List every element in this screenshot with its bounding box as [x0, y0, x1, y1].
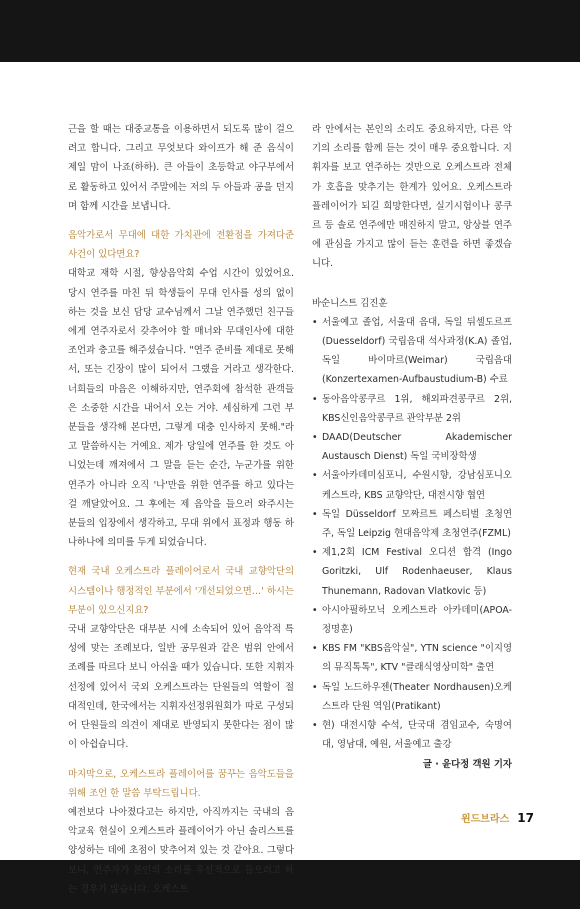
paragraph: 근을 할 때는 대중교통을 이용하면서 되도록 많이 걸으려고 합니다. 그리고 무엇보다 와이프가 해 준 음식이 제일 맘이 나죠(하하). 큰 아들이 초등학교 야구부에서로 활동하고 있어서 주말에는 저의 두 아들과 공을 던지며 함께 시간을 보냅니다. [68, 124, 294, 212]
list-item: • 독일 Düsseldorf 모짜르트 페스티벌 초청연주, 독일 Leipzig 현대음악제 초청연주(FZML) [312, 505, 512, 543]
right-column [312, 120, 512, 774]
list-item: • DAAD(Deutscher Akademischer Austausch Dienst) 독일 국비장학생 [312, 428, 512, 466]
list-item: • KBS FM "KBS음악실", YTN science "이지영의 뮤직톡톡", KTV "클래식영상미학" 출연 [312, 639, 512, 677]
interview-question: 마지막으로, 오케스트라 플레이어를 꿈꾸는 음악도들을 위해 조언 한 말씀 부탁드립니다. [68, 768, 294, 799]
credentials-list [312, 313, 512, 755]
list-item: • 아시아필하모닉 오케스트라 아카데미(APOA-정명훈) [312, 601, 512, 639]
interview-question: 음악가로서 무대에 대한 가치관에 전환점을 가져다준 사건이 있다면요? [68, 230, 294, 261]
paragraph: 예전보다 나아졌다고는 하지만, 아직까지는 국내의 음악교육 현실이 오케스트라 플레이어가 아닌 솔리스트를 양성하는 데에 초점이 맞추어져 있는 것 같아요. 그렇다 보니, 연주자가 본인의 소리를 우선적으로 들으려고 하는 경우가 많습니다. 오케스트 [68, 806, 294, 895]
list-item: • 제1,2회 ICM Festival 오디션 합격 (Ingo Goritzki, Ulf Rodenhaeuser, Klaus Thunemann, Radovan Vlatkovic 등) [312, 543, 512, 601]
profile-title: 바순니스트 김진훈 [312, 297, 388, 309]
magazine-name: 윈드브라스 [460, 814, 510, 825]
list-item: • 동아음악콩쿠르 1위, 해외파견콩쿠르 2위, KBS신인음악콩쿠르 관악부분 2위 [312, 390, 512, 428]
list-item: • 현) 대전시향 수석, 단국대 겸임교수, 숙명여대, 영남대, 예원, 서울예고 출강 [312, 716, 512, 754]
page-footer [461, 810, 534, 825]
page-number: 17 [517, 810, 534, 825]
author-byline: 글 · 윤다정 객원 기자 [422, 758, 512, 770]
interview-question: 현재 국내 오케스트라 플레이어로서 국내 교향악단의 시스템이나 행정적인 부분에서 '개선되었으면…' 하시는 부분이 있으신지요? [68, 566, 294, 616]
magazine-page [0, 62, 580, 895]
left-column [68, 120, 294, 899]
list-item: • 서울예고 졸업, 서울대 음대, 독일 뒤셀도르프(Duesseldorf) 국립음대 석사과정(K.A) 졸업, 독일 바이마르(Weimar) 국립음대(Konzertexamen-Aufbaustudium-B) 수료 [312, 313, 512, 390]
paragraph: 대학교 재학 시절, 향상음악회 수업 시간이 있었어요. 당시 연주를 마친 뒤 학생들이 무대 인사를 성의 없이 하는 것을 보신 담당 교수님께서 그날 연주했던 친구들에게 연주자로서 갖추어야 할 매너와 무대인사에 대한 조언과 충고를 해주셨습니다. "연주 준비를 제대로 못해서, 또는 긴장이 많이 되어서 그랬을 거라고 생각한다. 너희들의 마음은 이해하지만, 연주회에 참석한 관객들은 소중한 시간을 내어서 오는 거야. 세심하게 그런 부분들을 생각해 본다면, 그렇게 대충 인사하지 못해."라고 말씀하시는 거예요. 제가 당일에 연주를 한 것도 아니었는데 깨져에서 그 말을 듣는 순간, 누군가를 위한 연주가 아니라 오직 '나'만을 위한 연주를 하고 있다는 걸 깨달았어요. 그 후에는 제 음악을 들으러 와주시는 분들의 입장에서 생각하고, 무대 위에서 표정과 행동 하나하나에 의미를 두게 되었습니다. [68, 268, 294, 549]
list-item: • 서울아카데미심포니, 수원시향, 강남심포니오케스트라, KBS 교향악단, 대전시향 협연 [312, 466, 512, 504]
paragraph: 국내 교향악단은 대부분 시에 소속되어 있어 음악적 특성에 맞는 조례보다, 일반 공무원과 같은 범위 안에서 조례를 따르다 보니 아쉬울 때가 있습니다. 또한 지휘자 선정에 있어서 국외 오케스트라는 단원들의 역할이 절대적인데, 한국에서는 지휘자선정위원회가 따로 구성되어 단원들의 의견이 제대로 반영되지 못한다는 점이 많이 아쉽습니다. [68, 624, 294, 751]
paragraph: 라 안에서는 본인의 소리도 중요하지만, 다른 악기의 소리를 함께 듣는 것이 매우 중요합니다. 지휘자를 보고 연주하는 것만으로 오케스트라 전체가 호흡을 맞추기는 한계가 있어요. 오케스트라 플레이어가 되길 희망한다면, 실기시험이나 콩쿠르 등 솔로 연주에만 매진하지 말고, 앙상블 연주에 관심을 가지고 많이 듣는 훈련을 하면 좋겠습니다. [312, 124, 512, 270]
list-item: • 독일 노드하우젠(Theater Nordhausen)오케스트라 단원 역임(Pratikant) [312, 678, 512, 716]
